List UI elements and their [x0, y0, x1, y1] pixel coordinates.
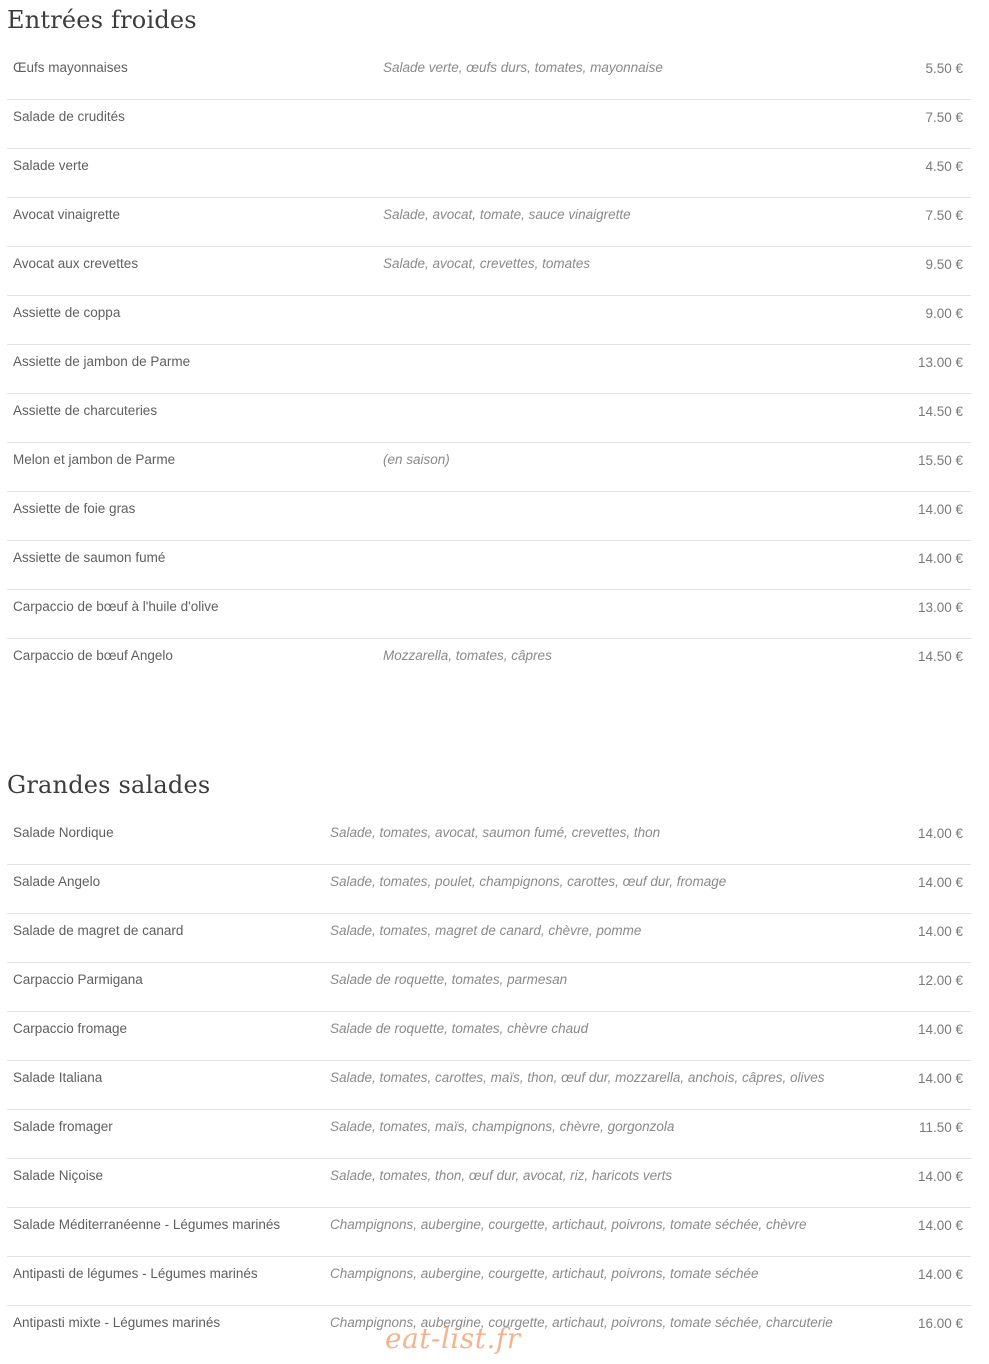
item-description: Salade de roquette, tomates, chèvre chaud	[330, 1021, 589, 1036]
item-name: Assiette de jambon de Parme	[13, 354, 191, 369]
item-price: 7.50 €	[925, 208, 963, 223]
item-name: Carpaccio Parmigana	[13, 972, 143, 987]
menu-list	[7, 51, 971, 687]
menu-item-row	[7, 1012, 971, 1061]
watermark: eat-list.fr	[385, 1322, 521, 1355]
menu-item-row	[7, 345, 971, 394]
item-description: Salade, tomates, carottes, maïs, thon, œuf dur, mozzarella, anchois, câpres, olives	[330, 1070, 825, 1085]
item-price: 14.50 €	[917, 649, 963, 664]
item-price: 14.00 €	[917, 826, 963, 841]
item-price: 16.00 €	[917, 1316, 963, 1331]
menu-item-row	[7, 51, 971, 100]
item-price: 14.00 €	[917, 1071, 963, 1086]
item-name: Assiette de saumon fumé	[13, 550, 166, 565]
item-price: 5.50 €	[925, 61, 963, 76]
item-name: Antipasti de légumes - Légumes marinés	[13, 1266, 258, 1281]
item-name: Salade Nordique	[13, 825, 114, 840]
item-price: 13.00 €	[917, 600, 963, 615]
item-description: Champignons, aubergine, courgette, artichaut, poivrons, tomate séchée, charcuterie	[330, 1315, 833, 1330]
item-name: Salade verte	[13, 158, 89, 173]
item-price: 14.00 €	[917, 875, 963, 890]
menu-list	[7, 816, 971, 1354]
item-name: Assiette de foie gras	[13, 501, 136, 516]
item-price: 15.50 €	[917, 453, 963, 468]
menu-item-row	[7, 816, 971, 865]
item-price: 4.50 €	[925, 159, 963, 174]
item-price: 14.00 €	[917, 551, 963, 566]
menu-item-row	[7, 963, 971, 1012]
menu-item-row	[7, 1159, 971, 1208]
item-price: 14.50 €	[917, 404, 963, 419]
item-description: Salade, tomates, maïs, champignons, chèvre, gorgonzola	[330, 1119, 675, 1134]
item-price: 13.00 €	[917, 355, 963, 370]
item-name: Œufs mayonnaises	[13, 60, 128, 75]
item-name: Salade Angelo	[13, 874, 101, 889]
menu-item-row	[7, 443, 971, 492]
item-description: Salade, tomates, avocat, saumon fumé, crevettes, thon	[330, 825, 661, 840]
menu-item-row	[7, 149, 971, 198]
item-price: 14.00 €	[917, 924, 963, 939]
item-name: Avocat aux crevettes	[13, 256, 139, 271]
menu-item-row	[7, 198, 971, 247]
menu-item-row	[7, 296, 971, 345]
item-price: 14.00 €	[917, 1218, 963, 1233]
menu-item-row	[7, 914, 971, 963]
item-price: 9.00 €	[925, 306, 963, 321]
item-description: Mozzarella, tomates, câpres	[383, 648, 552, 663]
menu-item-row	[7, 492, 971, 541]
menu-item-row	[7, 1110, 971, 1159]
item-price: 11.50 €	[918, 1120, 963, 1135]
item-price: 9.50 €	[925, 257, 963, 272]
item-name: Salade Niçoise	[13, 1168, 104, 1183]
item-name: Salade Italiana	[13, 1070, 103, 1085]
item-name: Carpaccio fromage	[13, 1021, 128, 1036]
item-description: Salade verte, œufs durs, tomates, mayonnaise	[383, 60, 663, 75]
menu-item-row	[7, 865, 971, 914]
item-name: Assiette de coppa	[13, 305, 121, 320]
item-name: Antipasti mixte - Légumes marinés	[13, 1315, 221, 1330]
menu-item-row	[7, 639, 971, 687]
item-description: (en saison)	[383, 452, 450, 467]
menu-item-row	[7, 1061, 971, 1110]
item-price: 14.00 €	[917, 1267, 963, 1282]
item-name: Avocat vinaigrette	[13, 207, 121, 222]
menu-item-row	[7, 394, 971, 443]
item-price: 7.50 €	[925, 110, 963, 125]
item-name: Salade de crudités	[13, 109, 125, 124]
menu-item-row	[7, 100, 971, 149]
section-title: Entrées froides	[7, 6, 197, 34]
item-description: Champignons, aubergine, courgette, artichaut, poivrons, tomate séchée, chèvre	[330, 1217, 807, 1232]
item-description: Salade, tomates, thon, œuf dur, avocat, riz, haricots verts	[330, 1168, 673, 1183]
item-name: Melon et jambon de Parme	[13, 452, 176, 467]
item-description: Salade, avocat, tomate, sauce vinaigrette	[383, 207, 631, 222]
item-price: 14.00 €	[917, 502, 963, 517]
item-name: Carpaccio de bœuf Angelo	[13, 648, 173, 663]
item-price: 14.00 €	[917, 1169, 963, 1184]
menu-item-row	[7, 1257, 971, 1306]
item-name: Salade fromager	[13, 1119, 113, 1134]
item-description: Champignons, aubergine, courgette, artichaut, poivrons, tomate séchée	[330, 1266, 759, 1281]
menu-item-row	[7, 1208, 971, 1257]
item-description: Salade, avocat, crevettes, tomates	[383, 256, 591, 271]
item-description: Salade de roquette, tomates, parmesan	[330, 972, 568, 987]
menu-item-row	[7, 541, 971, 590]
item-description: Salade, tomates, poulet, champignons, carottes, œuf dur, fromage	[330, 874, 727, 889]
item-price: 14.00 €	[917, 1022, 963, 1037]
item-name: Salade de magret de canard	[13, 923, 184, 938]
menu-item-row	[7, 590, 971, 639]
section-title: Grandes salades	[7, 771, 211, 799]
item-description: Salade, tomates, magret de canard, chèvre, pomme	[330, 923, 642, 938]
item-name: Carpaccio de bœuf à l'huile d'olive	[13, 599, 219, 614]
item-price: 12.00 €	[917, 973, 963, 988]
item-name: Assiette de charcuteries	[13, 403, 158, 418]
item-name: Salade Méditerranéenne - Légumes marinés	[13, 1217, 281, 1232]
menu-item-row	[7, 247, 971, 296]
